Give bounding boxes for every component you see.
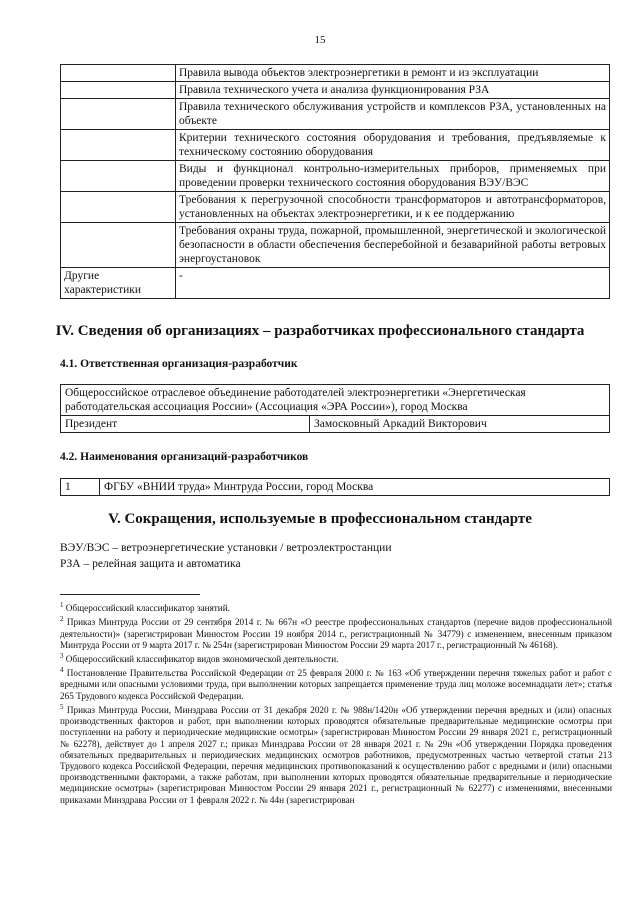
subsection-4-2-title: 4.2. Наименования организаций-разработчиков [60,451,309,463]
requirements-table [60,64,610,299]
table-row [61,82,610,99]
table-cell: Правила технического обслуживания устройств и комплексов РЗА, установленных на объекте [176,99,610,130]
table-cell: Критерии технического состояния оборудования и требования, предъявляемые к техническому состоянию оборудования [176,130,610,161]
subsection-4-1-title: 4.1. Ответственная организация-разработчик [60,358,298,370]
footnote: $^5$ Приказ Минтруда России, Минздрава России от 31 декабря 2020 г. № 988н/1420н «Об утверждении перечня вредных и (или) опасных производственных факторов и работ, при выполнении которых проводятся обязательные предварительные медицинские осмотры при поступлении на работу и периодические медицинские осмотры» (зарегистрирован Минюстом России 29 января 2021 г., регистрационный № 62278), действует до 1 апреля 2027 г.; приказ Минздрава России от 28 января 2021 г. № 29н «Об утверждении Порядка проведения обязательных предварительных и периодических медицинских осмотров работников, предусмотренных частью четвертой статьи 213 Трудового кодекса Российской Федерации, перечня медицинских противопоказаний к осуществлению работ с вредными и (или) опасными производственными факторами, а также работам, при выполнении которых проводятся обязательные предварительные и периодические медицинские осмотры» (зарегистрирован Минюстом России 29 января 2021 г., регистрационный № 62277) с изменениями, внесенными приказами Минздрава России от 1 февраля 2022 г. № 44н (зарегистрирован [60,702,613,805]
responsible-org-table [60,384,610,433]
org-person: Замосковный Аркадий Викторович [310,416,610,433]
dev-name: ФГБУ «ВНИИ труда» Минтруда России, город Москва [100,479,610,496]
table-row [61,65,610,82]
page-number: 15 [314,34,326,46]
table-row [61,223,610,268]
footnotes [60,600,612,806]
footnote: $^4$ Постановление Правительства Российской Федерации от 25 февраля 2000 г. № 163 «Об утверждении перечня тяжелых работ и работ с вредными или опасными условиями труда, при выполнении которых запрещается применение труда лиц моложе восемнадцати лет»; статья 265 Трудового кодекса Российской Федерации. [60,666,612,701]
table-row-other [61,268,610,299]
abbreviation-veu: ВЭУ/ВЭС – ветроэнергетические установки / ветроэлектростанции [60,542,392,554]
table-cell: Виды и функционал контрольно-измерительных приборов, применяемых при проведении проверки технического состояния оборудования ВЭУ/ВЭС [176,161,610,192]
footnote: $^2$ Приказ Минтруда России от 29 сентября 2014 г. № 667н «О реестре профессиональных стандартов (перечне видов профессиональной деятельности)» (зарегистрирован Минюстом России 19 ноября 2014 г., регистрационный № 34779) с изменением, внесенным приказом Минтруда России от 9 марта 2017 г. № 254н (зарегистрирован Минюстом России 29 марта 2017 г., регистрационный № 46168). [60,615,612,650]
footnote: $^1$ Общероссийский классификатор занятий. [60,601,230,614]
table-row [61,99,610,130]
org-name: Общероссийское отраслевое объединение работодателей электроэнергетики «Энергетическая работодательская ассоциация России» (Ассоциация «ЭРА России»), город Москва [61,385,610,416]
table-cell: Правила вывода объектов электроэнергетики в ремонт и из эксплуатации [176,65,610,82]
dev-number: 1 [61,479,100,496]
footnote: $^3$ Общероссийский классификатор видов экономической деятельности. [60,651,339,664]
developer-org-table [60,478,610,496]
table-row [61,192,610,223]
abbreviation-rza: РЗА – релейная защита и автоматика [60,558,241,570]
footnote-divider [60,594,200,595]
table-cell: Правила технического учета и анализа функционирования РЗА [176,82,610,99]
table-cell: Требования к перегрузочной способности трансформаторов и автотрансформаторов, установленных на объектах электроэнергетики, и к ее поддержанию [176,192,610,223]
org-position: Президент [61,416,310,433]
table-row [61,130,610,161]
other-value: - [176,268,610,299]
table-row [61,161,610,192]
section-4-title: IV. Сведения об организациях – разработчиках профессионального стандарта [55,323,585,339]
section-5-title: V. Сокращения, используемые в профессиональном стандарте [108,511,532,527]
other-label: Другие характеристики [61,268,176,299]
table-cell: Требования охраны труда, пожарной, промышленной, энергетической и экологической безопасности в области обеспечения бесперебойной и безаварийной работы ветровых энергоустановок [176,223,610,268]
